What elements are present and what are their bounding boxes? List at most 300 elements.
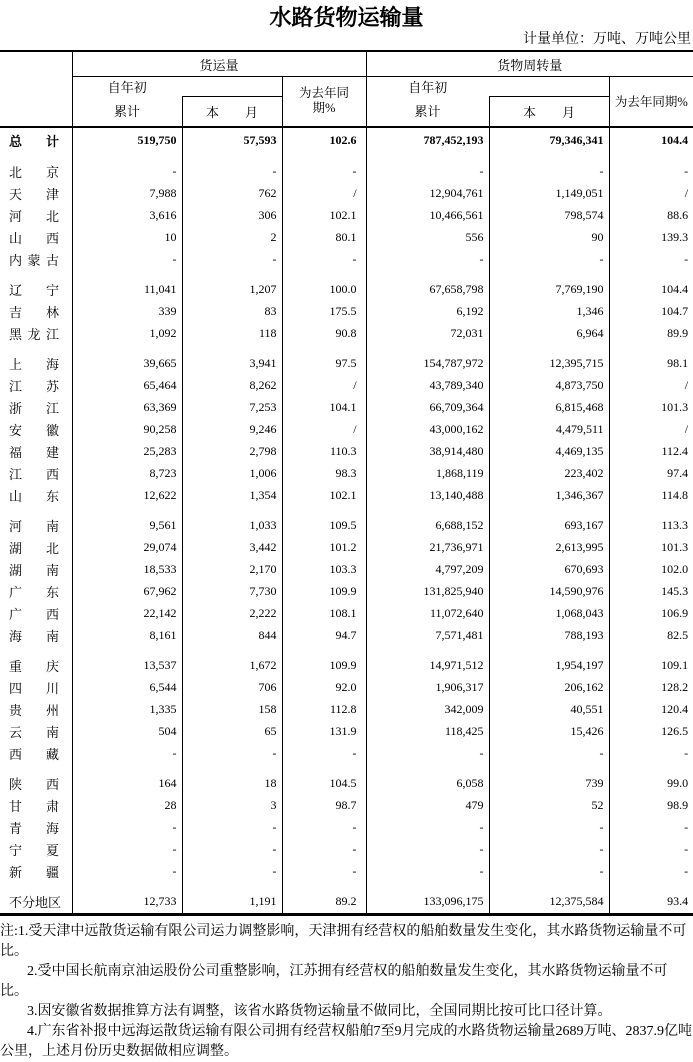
cell-value: -	[182, 861, 282, 883]
cell-value: -	[366, 861, 489, 883]
cell-value: -	[366, 743, 489, 765]
region-name: 山东	[9, 489, 59, 504]
cell-value: 104.7	[609, 301, 693, 323]
region-name: 浙江	[9, 401, 59, 416]
cell-value: 9,561	[72, 515, 182, 537]
cell-value: 65	[182, 721, 282, 743]
table-row	[0, 817, 693, 839]
cell-value: 1,191	[182, 891, 282, 915]
cell-value: 7,253	[182, 397, 282, 419]
yoy-percent-header-turnover: 为去年同期%	[609, 77, 693, 127]
cell-value: 89.2	[282, 891, 366, 915]
cell-value: 342,009	[366, 699, 489, 721]
region-name-cell	[0, 419, 72, 441]
cell-value: 7,769,190	[489, 279, 609, 301]
cell-value: 762	[182, 183, 282, 205]
separator-cell	[366, 507, 489, 515]
table-row	[0, 301, 693, 323]
cell-value: 12,375,584	[489, 891, 609, 915]
cell-value: 18,533	[72, 559, 182, 581]
table-header	[0, 51, 693, 127]
cell-value: 1,207	[182, 279, 282, 301]
cell-value: 6,688,152	[366, 515, 489, 537]
cell-value: 79,346,341	[489, 127, 609, 153]
cell-value: -	[182, 817, 282, 839]
cell-value: 1,335	[72, 699, 182, 721]
cell-value: 3	[182, 795, 282, 817]
region-name: 山西	[9, 231, 59, 246]
freight-table	[0, 50, 693, 916]
cell-value: -	[72, 839, 182, 861]
separator-cell	[282, 271, 366, 279]
cell-value: 2,613,995	[489, 537, 609, 559]
cumulative-label-volume: 累计	[72, 96, 182, 127]
table-row	[0, 537, 693, 559]
cell-value: 844	[182, 625, 282, 647]
region-name-cell	[0, 161, 72, 183]
cell-value: 1,354	[182, 485, 282, 507]
region-name-cell	[0, 323, 72, 345]
cell-value: 104.4	[609, 127, 693, 153]
cell-value: /	[609, 183, 693, 205]
cell-value: -	[489, 161, 609, 183]
cell-value: 67,962	[72, 581, 182, 603]
cell-value: 102.1	[282, 485, 366, 507]
cell-value: 106.9	[609, 603, 693, 625]
cell-value: 3,442	[182, 537, 282, 559]
separator-cell	[72, 345, 182, 353]
header-row-groups	[0, 51, 693, 77]
table-row	[0, 375, 693, 397]
region-name-cell	[0, 603, 72, 625]
separator-cell	[489, 765, 609, 773]
region-name-cell	[0, 795, 72, 817]
separator-cell	[0, 883, 72, 891]
cell-value: 9,246	[182, 419, 282, 441]
cell-value: 97.4	[609, 463, 693, 485]
table-row	[0, 743, 693, 765]
cell-value: 7,730	[182, 581, 282, 603]
cell-value: 154,787,972	[366, 353, 489, 375]
since-year-start-label-turnover: 自年初	[366, 77, 489, 97]
cell-value: 29,074	[72, 537, 182, 559]
cell-value: -	[489, 817, 609, 839]
cell-value: 113.3	[609, 515, 693, 537]
table-row	[0, 861, 693, 883]
table-row	[0, 127, 693, 153]
cell-value: 693,167	[489, 515, 609, 537]
cell-value: 1,346,367	[489, 485, 609, 507]
region-header-cell	[0, 51, 72, 127]
cell-value: 8,161	[72, 625, 182, 647]
cell-value: /	[609, 419, 693, 441]
region-name-cell	[0, 279, 72, 301]
table-row	[0, 249, 693, 271]
separator-cell	[489, 271, 609, 279]
header-spacer	[182, 77, 282, 97]
region-name: 江西	[9, 467, 59, 482]
separator-cell	[489, 647, 609, 655]
region-name-cell	[0, 625, 72, 647]
cell-value: 92.0	[282, 677, 366, 699]
freight-turnover-group-header: 货物周转量	[366, 51, 693, 77]
region-name: 新疆	[9, 865, 59, 880]
group-separator-row	[0, 647, 693, 655]
cell-value: -	[366, 161, 489, 183]
region-name-cell	[0, 301, 72, 323]
cell-value: -	[489, 839, 609, 861]
cell-value: -	[489, 743, 609, 765]
region-name-cell	[0, 205, 72, 227]
table-row	[0, 677, 693, 699]
freight-volume-group-header: 货运量	[72, 51, 366, 77]
region-name: 西藏	[9, 747, 59, 762]
cell-value: 102.0	[609, 559, 693, 581]
cell-value: 10,466,561	[366, 205, 489, 227]
table-row	[0, 891, 693, 915]
cell-value: 6,544	[72, 677, 182, 699]
separator-cell	[282, 883, 366, 891]
separator-cell	[0, 765, 72, 773]
cell-value: 22,142	[72, 603, 182, 625]
region-name-cell	[0, 677, 72, 699]
cell-value: 89.9	[609, 323, 693, 345]
table-row	[0, 353, 693, 375]
cell-value: 120.4	[609, 699, 693, 721]
cell-value: 4,797,209	[366, 559, 489, 581]
group-separator-row	[0, 345, 693, 353]
cell-value: 14,590,976	[489, 581, 609, 603]
cell-value: 83	[182, 301, 282, 323]
cell-value: 65,464	[72, 375, 182, 397]
cell-value: 3,941	[182, 353, 282, 375]
separator-cell	[609, 883, 693, 891]
table-row	[0, 397, 693, 419]
table-body	[0, 127, 693, 915]
cell-value: -	[366, 249, 489, 271]
cell-value: /	[282, 183, 366, 205]
region-name: 四川	[9, 681, 59, 696]
cell-value: -	[182, 743, 282, 765]
separator-cell	[0, 507, 72, 515]
table-row	[0, 699, 693, 721]
cell-value: 2	[182, 227, 282, 249]
cell-value: -	[282, 743, 366, 765]
region-name: 辽宁	[9, 283, 59, 298]
separator-cell	[182, 345, 282, 353]
cell-value: 82.5	[609, 625, 693, 647]
cell-value: 109.1	[609, 655, 693, 677]
cell-value: 7,571,481	[366, 625, 489, 647]
cell-value: 102.6	[282, 127, 366, 153]
region-name: 海南	[9, 629, 59, 644]
yoy-line1: 为去年同	[299, 86, 350, 101]
cell-value: 118	[182, 323, 282, 345]
table-row	[0, 279, 693, 301]
separator-cell	[366, 765, 489, 773]
note-line-3: 3.因安徽省数据推算方法有调整，该省水路货物运输量不做同比，全国同期比按可比口径计算。	[27, 1003, 612, 1019]
cell-value: 98.1	[609, 353, 693, 375]
cell-value: 101.3	[609, 537, 693, 559]
table-row	[0, 463, 693, 485]
note-line-2: 2.受中国长航南京油运股份公司重整影响，江苏拥有经营权的船舶数量发生变化，其水路货物运输量不可比。	[0, 963, 668, 999]
cell-value: 98.9	[609, 795, 693, 817]
separator-cell	[0, 153, 72, 161]
cell-value: 2,170	[182, 559, 282, 581]
cell-value: -	[609, 861, 693, 883]
separator-cell	[282, 345, 366, 353]
cell-value: -	[282, 817, 366, 839]
cell-value: 11,041	[72, 279, 182, 301]
cell-value: 90.8	[282, 323, 366, 345]
separator-cell	[282, 507, 366, 515]
region-name-cell	[0, 817, 72, 839]
cell-value: /	[609, 375, 693, 397]
region-name: 陕西	[9, 777, 59, 792]
separator-cell	[609, 507, 693, 515]
since-year-start-label-volume: 自年初	[107, 80, 147, 95]
separator-cell	[0, 271, 72, 279]
table-row	[0, 227, 693, 249]
table-row	[0, 655, 693, 677]
separator-cell	[182, 883, 282, 891]
cell-value: 99.0	[609, 773, 693, 795]
region-name: 福建	[9, 445, 59, 460]
cell-value: 28	[72, 795, 182, 817]
separator-cell	[182, 647, 282, 655]
region-name-cell	[0, 773, 72, 795]
cell-value: -	[609, 743, 693, 765]
region-name: 北京	[9, 165, 59, 180]
cell-value: 104.4	[609, 279, 693, 301]
region-name-cell	[0, 537, 72, 559]
table-row	[0, 205, 693, 227]
cell-value: 128.2	[609, 677, 693, 699]
cell-value: 126.5	[609, 721, 693, 743]
cell-value: 25,283	[72, 441, 182, 463]
cell-value: 98.3	[282, 463, 366, 485]
cell-value: 110.3	[282, 441, 366, 463]
separator-cell	[0, 345, 72, 353]
separator-cell	[366, 153, 489, 161]
cell-value: -	[366, 817, 489, 839]
separator-cell	[609, 647, 693, 655]
group-separator-row	[0, 271, 693, 279]
cell-value: 3,616	[72, 205, 182, 227]
cell-value: 788,193	[489, 625, 609, 647]
cell-value: 8,723	[72, 463, 182, 485]
table-row	[0, 603, 693, 625]
cell-value: -	[282, 839, 366, 861]
cell-value: 4,469,135	[489, 441, 609, 463]
separator-cell	[366, 647, 489, 655]
cell-value: 15,426	[489, 721, 609, 743]
cell-value: -	[609, 817, 693, 839]
separator-cell	[366, 345, 489, 353]
cell-value: 63,369	[72, 397, 182, 419]
region-name: 贵州	[9, 703, 59, 718]
cell-value: 93.4	[609, 891, 693, 915]
region-name-cell	[0, 227, 72, 249]
cell-value: 14,971,512	[366, 655, 489, 677]
cell-value: 164	[72, 773, 182, 795]
table-row	[0, 161, 693, 183]
cell-value: 1,672	[182, 655, 282, 677]
region-name-cell	[0, 375, 72, 397]
separator-cell	[182, 507, 282, 515]
cell-value: 158	[182, 699, 282, 721]
header-row-sub1	[0, 77, 693, 97]
cell-value: -	[609, 249, 693, 271]
cell-value: -	[72, 743, 182, 765]
cell-value: -	[609, 161, 693, 183]
cell-value: 4,479,511	[489, 419, 609, 441]
table-row	[0, 721, 693, 743]
cell-value: 798,574	[489, 205, 609, 227]
cell-value: 57,593	[182, 127, 282, 153]
region-name-cell	[0, 743, 72, 765]
region-name-cell	[0, 699, 72, 721]
cell-value: 112.4	[609, 441, 693, 463]
separator-cell	[282, 153, 366, 161]
region-name: 天津	[9, 187, 59, 202]
cell-value: 40,551	[489, 699, 609, 721]
region-name: 广西	[9, 607, 59, 622]
region-name-cell	[0, 559, 72, 581]
region-name: 青海	[9, 821, 59, 836]
cell-value: 114.8	[609, 485, 693, 507]
table-row	[0, 441, 693, 463]
table-row	[0, 419, 693, 441]
table-row	[0, 795, 693, 817]
cell-value: 306	[182, 205, 282, 227]
cell-value: 39,665	[72, 353, 182, 375]
footnotes	[0, 922, 693, 1062]
cell-value: 223,402	[489, 463, 609, 485]
cell-value: 131.9	[282, 721, 366, 743]
cell-value: 504	[72, 721, 182, 743]
cell-value: /	[282, 375, 366, 397]
cell-value: 1,906,317	[366, 677, 489, 699]
cell-value: -	[489, 861, 609, 883]
cell-value: 1,149,051	[489, 183, 609, 205]
separator-cell	[609, 153, 693, 161]
cell-value: 479	[366, 795, 489, 817]
cell-value: 1,033	[182, 515, 282, 537]
separator-cell	[182, 765, 282, 773]
cell-value: 72,031	[366, 323, 489, 345]
cell-value: 7,988	[72, 183, 182, 205]
cell-value: 131,825,940	[366, 581, 489, 603]
cell-value: 706	[182, 677, 282, 699]
cell-value: -	[72, 249, 182, 271]
cell-value: 104.5	[282, 773, 366, 795]
cell-value: 1,868,119	[366, 463, 489, 485]
group-separator-row	[0, 765, 693, 773]
cell-value: 12,622	[72, 485, 182, 507]
region-name-cell	[0, 397, 72, 419]
region-name: 湖北	[9, 541, 59, 556]
cell-value: 101.2	[282, 537, 366, 559]
cell-value: 206,162	[489, 677, 609, 699]
cell-value: 112.8	[282, 699, 366, 721]
cell-value: 6,058	[366, 773, 489, 795]
region-name: 内蒙古	[9, 253, 59, 268]
cell-value: -	[72, 817, 182, 839]
cell-value: /	[282, 419, 366, 441]
cell-value: 102.1	[282, 205, 366, 227]
region-name: 黑龙江	[9, 327, 59, 342]
cell-value: 1,006	[182, 463, 282, 485]
cell-value: 519,750	[72, 127, 182, 153]
region-name-cell	[0, 183, 72, 205]
separator-cell	[182, 271, 282, 279]
cell-value: 787,452,193	[366, 127, 489, 153]
region-name-cell	[0, 485, 72, 507]
yoy-line2: 期%	[312, 101, 336, 116]
cell-value: 11,072,640	[366, 603, 489, 625]
cell-value: -	[366, 839, 489, 861]
region-name-cell	[0, 581, 72, 603]
region-name: 云南	[9, 725, 59, 740]
region-name: 上海	[9, 357, 59, 372]
cell-value: 118,425	[366, 721, 489, 743]
region-name-cell	[0, 861, 72, 883]
cell-value: 52	[489, 795, 609, 817]
note-line-4: 4.广东省补报中远海运散货运输有限公司拥有经营权船舶7至9月完成的水路货物运输量2689万吨、2837.9亿吨公里，上述月份历史数据做相应调整。	[0, 1023, 692, 1059]
region-name-cell	[0, 353, 72, 375]
group-separator-row	[0, 883, 693, 891]
cell-value: 175.5	[282, 301, 366, 323]
separator-cell	[489, 345, 609, 353]
cell-value: 145.3	[609, 581, 693, 603]
cell-value: 12,733	[72, 891, 182, 915]
table-row	[0, 559, 693, 581]
cell-value: -	[489, 249, 609, 271]
cell-value: 8,262	[182, 375, 282, 397]
separator-cell	[366, 271, 489, 279]
region-name: 河南	[9, 519, 59, 534]
cell-value: 103.3	[282, 559, 366, 581]
cell-value: 670,693	[489, 559, 609, 581]
separator-cell	[282, 765, 366, 773]
yoy-percent-header-volume	[282, 77, 366, 127]
separator-cell	[0, 647, 72, 655]
separator-cell	[609, 765, 693, 773]
table-row	[0, 515, 693, 537]
cell-value: 98.7	[282, 795, 366, 817]
separator-cell	[282, 647, 366, 655]
cell-value: 6,964	[489, 323, 609, 345]
separator-cell	[489, 507, 609, 515]
region-name-cell	[0, 721, 72, 743]
region-name: 江苏	[9, 379, 59, 394]
this-month-label-volume: 本 月	[182, 96, 282, 127]
cell-value: 97.5	[282, 353, 366, 375]
separator-cell	[182, 153, 282, 161]
cell-value: 6,192	[366, 301, 489, 323]
header-spacer	[489, 77, 609, 97]
separator-cell	[366, 883, 489, 891]
cumulative-label-turnover: 累计	[366, 96, 489, 127]
cell-value: 67,658,798	[366, 279, 489, 301]
cell-value: 21,736,971	[366, 537, 489, 559]
cell-value: 80.1	[282, 227, 366, 249]
note-line-1: 注:1.受天津中远散货运输有限公司运力调整影响，天津拥有经营权的船舶数量发生变化，其水路货物运输量不可比。	[0, 923, 687, 959]
cell-value: 1,346	[489, 301, 609, 323]
cell-value: 4,873,750	[489, 375, 609, 397]
table-row	[0, 323, 693, 345]
